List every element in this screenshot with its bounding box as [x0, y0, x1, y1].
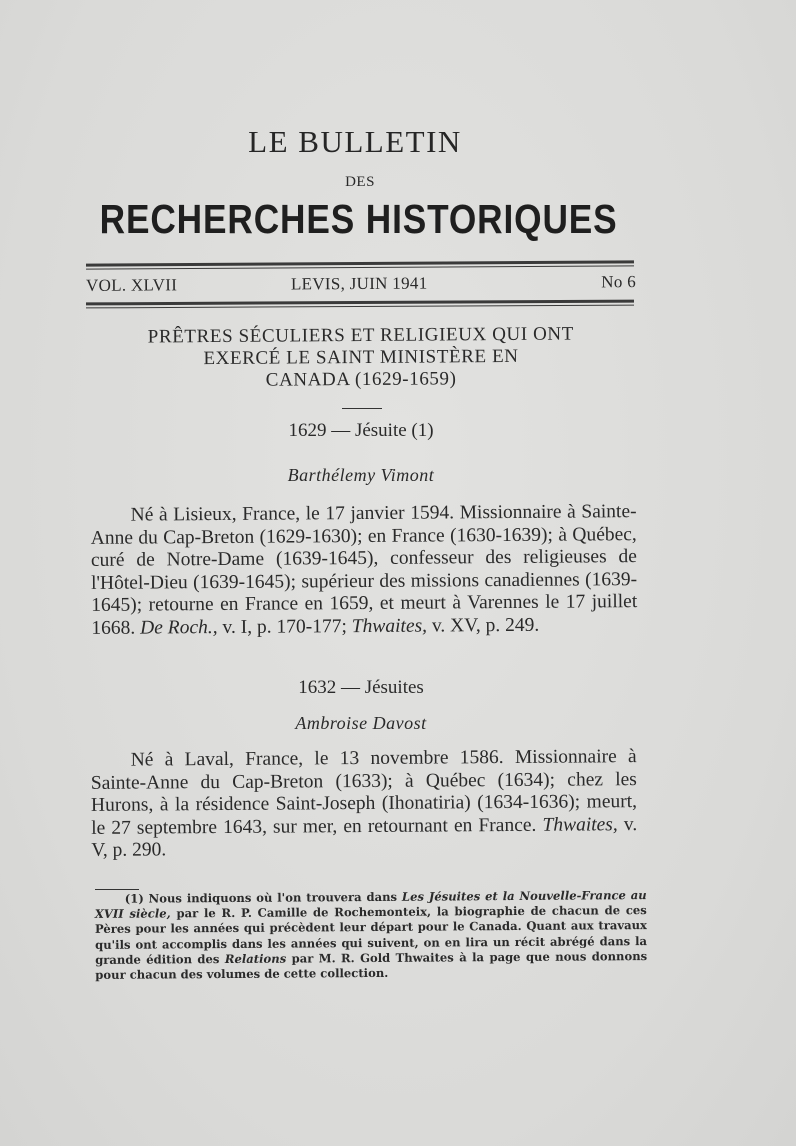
biography-text: Né à Lisieux, France, le 17 janvier 1594. Missionnaire à Sainte-Anne du Cap-Breton (1629-1630); en France (1630-1639); à Québec, curé de Notre-Dame (1639-1645), confesseur des religieuses de l'Hôtel-Dieu (1639-1645); supérieur des missions canadiennes (1639-1645); retourne en France en 1659, et meurt à Varennes le 17 juillet 1668.	[90, 501, 638, 639]
section-heading: 1632 — Jésuites	[298, 677, 424, 698]
place-date-label: LEVIS, JUIN 1941	[290, 273, 428, 294]
footnote-rule	[95, 889, 139, 890]
reference-citation: De Roch.,	[140, 616, 218, 639]
article-title-line: CANADA (1629-1659)	[265, 368, 457, 391]
reference-citation: Thwaites,	[351, 615, 428, 638]
masthead-title-line1: LE BULLETIN	[248, 124, 462, 159]
biography-paragraph	[91, 501, 638, 640]
biography-text: Né à Laval, France, le 13 novembre 1586. Missionnaire à Sainte-Anne du Cap-Breton (1633); à Québec (1634); chez les Hurons, à la résidence Saint-Joseph (Ihonatiria) (1634-1636); meurt, le 27 septembre 1643, sur mer, en retournant en France.	[90, 746, 638, 839]
reference-detail: v. V, p. 290.	[91, 813, 638, 862]
footnote-book-title: Les Jésuites et la Nouvelle-France au XVII siècle,	[94, 888, 647, 922]
issue-number-label: No 6	[601, 272, 637, 292]
article-title	[86, 323, 636, 393]
masthead-title-line2: DES	[345, 174, 375, 190]
reference-citation: Thwaites,	[542, 814, 618, 836]
biography-paragraph	[91, 746, 638, 863]
footnote-text: par le R. P. Camille de Rochemonteix, la biographie de chacun de ces Pères pour les années qui précèdent leur départ pour le Canada. Quant aux travaux qu'ils ont accomplis dans les années qui suivent, on en lira un récit abrégé dans la grande édition des	[94, 903, 648, 967]
person-name: Ambroise Davost	[295, 713, 427, 733]
masthead-title-line3: RECHERCHES HISTORIQUES	[99, 196, 618, 242]
title-separator	[342, 408, 382, 409]
masthead-rule-top	[86, 260, 634, 269]
masthead-rule-bottom	[86, 300, 634, 309]
footnote-book-title: Relations	[224, 951, 287, 966]
volume-label: VOL. XLVII	[85, 275, 178, 295]
person-name: Barthélemy Vimont	[287, 465, 435, 485]
article-title-line: PRÊTRES SÉCULIERS ET RELIGIEUX QUI ONT	[147, 323, 575, 348]
footnote	[95, 888, 648, 983]
article-title-line: EXERCÉ LE SAINT MINISTÈRE EN	[203, 345, 519, 370]
reference-detail: v. XV, p. 249.	[426, 614, 540, 637]
section-heading: 1629 — Jésuite (1)	[288, 420, 434, 441]
issue-info-line	[86, 272, 636, 296]
footnote-text: par M. R. Gold Thwaites à la page que nous donnons pour chacun des volumes de cette collection.	[95, 948, 648, 982]
footnote-text: (1) Nous indiquons où l'on trouvera dans	[124, 889, 402, 906]
reference-detail: v. I, p. 170-177;	[217, 616, 352, 638]
